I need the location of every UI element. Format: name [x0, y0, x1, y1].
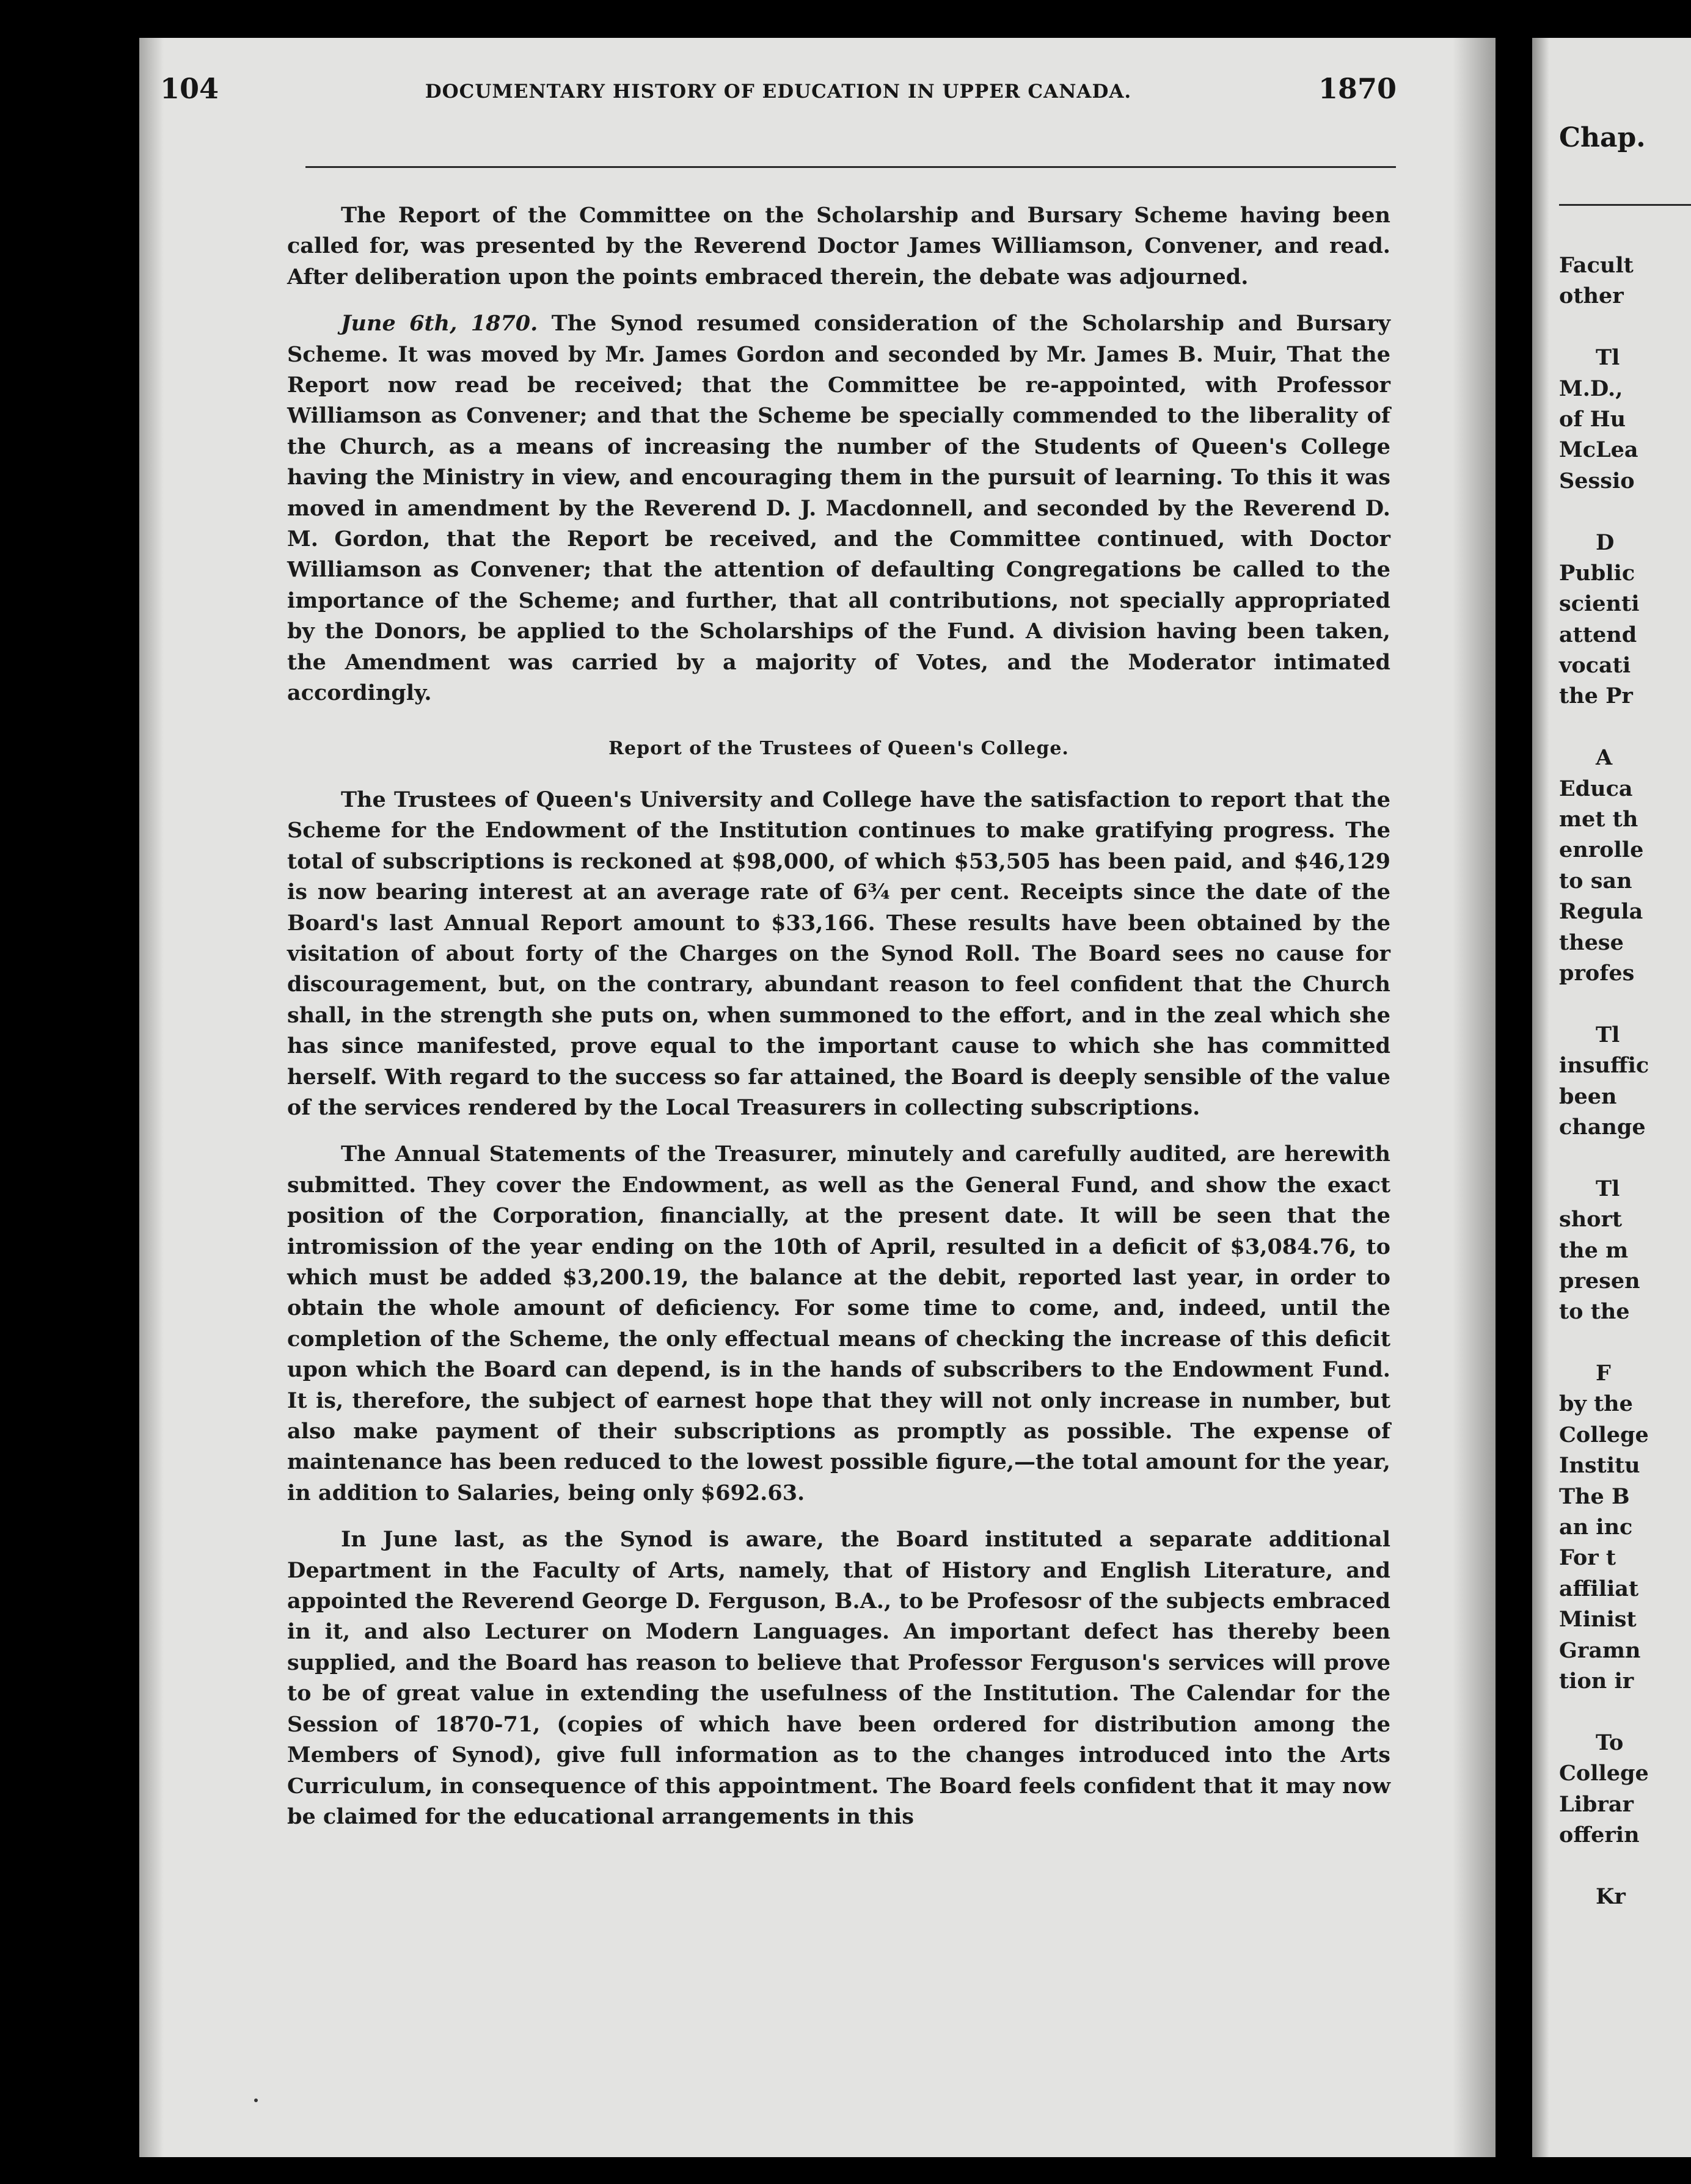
- right-page-line: College: [1559, 1761, 1649, 1786]
- right-page-line: Kr: [1596, 1884, 1626, 1909]
- right-page-line: Institu: [1559, 1453, 1640, 1479]
- right-page-line: by the: [1559, 1391, 1633, 1417]
- page-edge-shadow: [1532, 38, 1549, 2157]
- right-page-line: attend: [1559, 622, 1637, 647]
- paragraph: The Report of the Committee on the Scholarship and Bursary Scheme having been called for, was presented by the Reverend Doctor James Williamson, Convener, and read. After deliberation upon the points embraced therein, the debate was adjourned.: [287, 203, 1390, 289]
- right-page-line: [1559, 312, 1649, 343]
- section-heading: Report of the Trustees of Queen's College.: [608, 737, 1069, 759]
- right-page-lines: [1559, 250, 1649, 1912]
- right-page-line: [1559, 1328, 1649, 1358]
- right-page-line: [1559, 1697, 1649, 1727]
- date-lead: June 6th, 1870.: [341, 311, 538, 337]
- right-page-line: Public: [1559, 560, 1635, 586]
- right-page-line: Facult: [1559, 253, 1634, 278]
- right-page-line: short: [1559, 1207, 1623, 1232]
- right-page-line: an inc: [1559, 1515, 1633, 1540]
- right-page-line: Tl: [1596, 1022, 1620, 1047]
- right-page-fragment: [1532, 38, 1691, 2157]
- running-head: [160, 72, 1397, 121]
- right-page-line: College: [1559, 1422, 1649, 1447]
- right-page-line: To: [1596, 1730, 1624, 1755]
- right-page-line: these: [1559, 930, 1624, 955]
- paragraph: In June last, as the Synod is aware, the Board instituted a separate additional Department in the Faculty of Arts, namely, that of History and English Literature, and appointed the Reverend George D. Ferguson, B.A., to be Profesosr of the subjects embraced in it, and also Lecturer on Modern Languages. An important defect has thereby been supplied, and the Board has reason to believe that Professor Ferguson's services will prove to be of great value in extending the usefulness of the Institution. The Calendar for the Session of 1870-71, (copies of which have been ordered for distribution among the Members of Synod), give full information as to the changes introduced into the Arts Curriculum, in consequence of this appointment. The Board feels confident that it may now be claimed for the educational arrangements in this: [287, 1527, 1390, 1829]
- right-page-line: A: [1596, 745, 1613, 771]
- right-page-line: McLea: [1559, 437, 1638, 463]
- right-page-line: enrolle: [1559, 837, 1644, 863]
- right-page-line: Tl: [1596, 1176, 1620, 1201]
- right-page-line: offerin: [1559, 1822, 1640, 1847]
- right-page-line: affiliat: [1559, 1576, 1639, 1601]
- paragraph-text: The Synod resumed consideration of the Scholarship and Bursary Scheme. It was moved by Mr. James Gordon and seconded by Mr. James B. Muir, That the Report now read be received; that the Committee be re-appointed, with Professor Williamson as Convener; and that the Scheme be specially commended to the liberality of the Church, as a means of increasing the number of the Students of Queen's College having the Ministry in view, and encouraging them in the pursuit of learning. To this it was moved in amendment by the Reverend D. J. Macdonnell, and seconded by the Reverend D. M. Gordon, that the Report be received, and the Committee continued, with Doctor Williamson as Convener; that the attention of defaulting Congregations be called to the importance of the Scheme; and further, that all contributions, not specially appropriated by the Donors, be applied to the Scholarships of the Fund. A division having been taken, the Amendment was carried by a majority of Votes, and the Moderator intimated accordingly.: [287, 311, 1390, 706]
- header-rule: [305, 166, 1396, 168]
- right-page-line: Sessio: [1559, 468, 1635, 493]
- right-page-line: to the: [1559, 1299, 1630, 1325]
- right-page-line: presen: [1559, 1268, 1640, 1294]
- right-page-line: to san: [1559, 868, 1632, 894]
- right-page-line: scienti: [1559, 591, 1640, 617]
- right-page-line: [1559, 497, 1649, 527]
- running-title: DOCUMENTARY HISTORY OF EDUCATION IN UPPER CANADA.: [425, 81, 1132, 103]
- right-page-line: For t: [1559, 1545, 1616, 1571]
- page-body: [287, 200, 1390, 1848]
- right-page-line: Librar: [1559, 1791, 1634, 1817]
- right-page-line: [1559, 1851, 1649, 1881]
- paragraph-dated: [287, 308, 1390, 708]
- right-page-line: other: [1559, 283, 1624, 309]
- right-page-line: The B: [1559, 1483, 1630, 1509]
- right-page-line: tion ir: [1559, 1668, 1634, 1694]
- right-page-line: Regula: [1559, 899, 1643, 925]
- paragraph: The Trustees of Queen's University and College have the satisfaction to report that the Scheme for the Endowment of the Institution continues to make gratifying progress. The total of subscriptions is reckoned at $98,000, of which $53,505 has been paid, and $46,129 is now bearing interest at an average rate of 6¾ per cent. Receipts since the date of the Board's last Annual Report amount to $33,166. These results have been obtained by the visitation of about forty of the Charges on the Synod Roll. The Board sees no cause for discouragement, but, on the contrary, abundant reason to feel confident that the Church shall, in the strength she puts on, when summoned to the effort, and in the zeal which she has since manifested, prove equal to the important cause to which she has committed herself. With regard to the success so far attained, the Board is deeply sensible of the value of the services rendered by the Local Treasurers in collecting subscriptions.: [287, 787, 1390, 1120]
- page-edge-shadow: [139, 38, 164, 2157]
- right-page-line: met th: [1559, 807, 1638, 832]
- right-page-line: [1559, 989, 1649, 1019]
- right-page-line: the m: [1559, 1237, 1629, 1263]
- right-page-line: Gramn: [1559, 1637, 1641, 1663]
- right-page-line: profes: [1559, 960, 1635, 986]
- right-page-line: vocati: [1559, 653, 1631, 679]
- right-page-heading: Chap.: [1559, 122, 1646, 153]
- paragraph: The Annual Statements of the Treasurer, minutely and carefully audited, are herewith submitted. They cover the Endowment, as well as the General Fund, and show the exact position of the Corporation, financially, at the present date. It will be seen that the intromission of the year ending on the 10th of April, resulted in a deficit of $3,084.76, to which must be added $3,200.19, the balance at the debit, reported last year, in order to obtain the whole amount of deficiency. For some time to come, and, indeed, until the completion of the Scheme, the only effectual means of checking the increase of this deficit upon which the Board can depend, is in the hands of subscribers to the Endowment Fund. It is, therefore, the subject of earnest hope that they will not only increase in number, but also make payment of their subscriptions as promptly as possible. The expense of maintenance has been reduced to the lowest possible figure,—the total amount for the year, in addition to Salaries, being only $692.63.: [287, 1141, 1390, 1505]
- right-page-line: [1559, 1143, 1649, 1173]
- right-page-line: M.D.,: [1559, 376, 1623, 401]
- scan-speck: [254, 2098, 258, 2102]
- right-page-line: F: [1596, 1361, 1611, 1386]
- gutter-shadow: [1453, 38, 1496, 2157]
- right-page-line: [1559, 712, 1649, 743]
- right-page-line: Minist: [1559, 1607, 1637, 1633]
- right-page-line: the Pr: [1559, 683, 1633, 709]
- right-page-line: change: [1559, 1114, 1646, 1140]
- header-rule: [1559, 204, 1691, 206]
- right-page-line: Tl: [1596, 345, 1620, 371]
- header-year: 1870: [1318, 72, 1397, 105]
- right-page-line: of Hu: [1559, 406, 1626, 432]
- right-page-line: Educa: [1559, 776, 1633, 801]
- right-page-line: been: [1559, 1083, 1617, 1109]
- right-page-line: D: [1596, 530, 1615, 555]
- page-number: 104: [160, 72, 219, 105]
- right-page-line: insuffic: [1559, 1053, 1649, 1079]
